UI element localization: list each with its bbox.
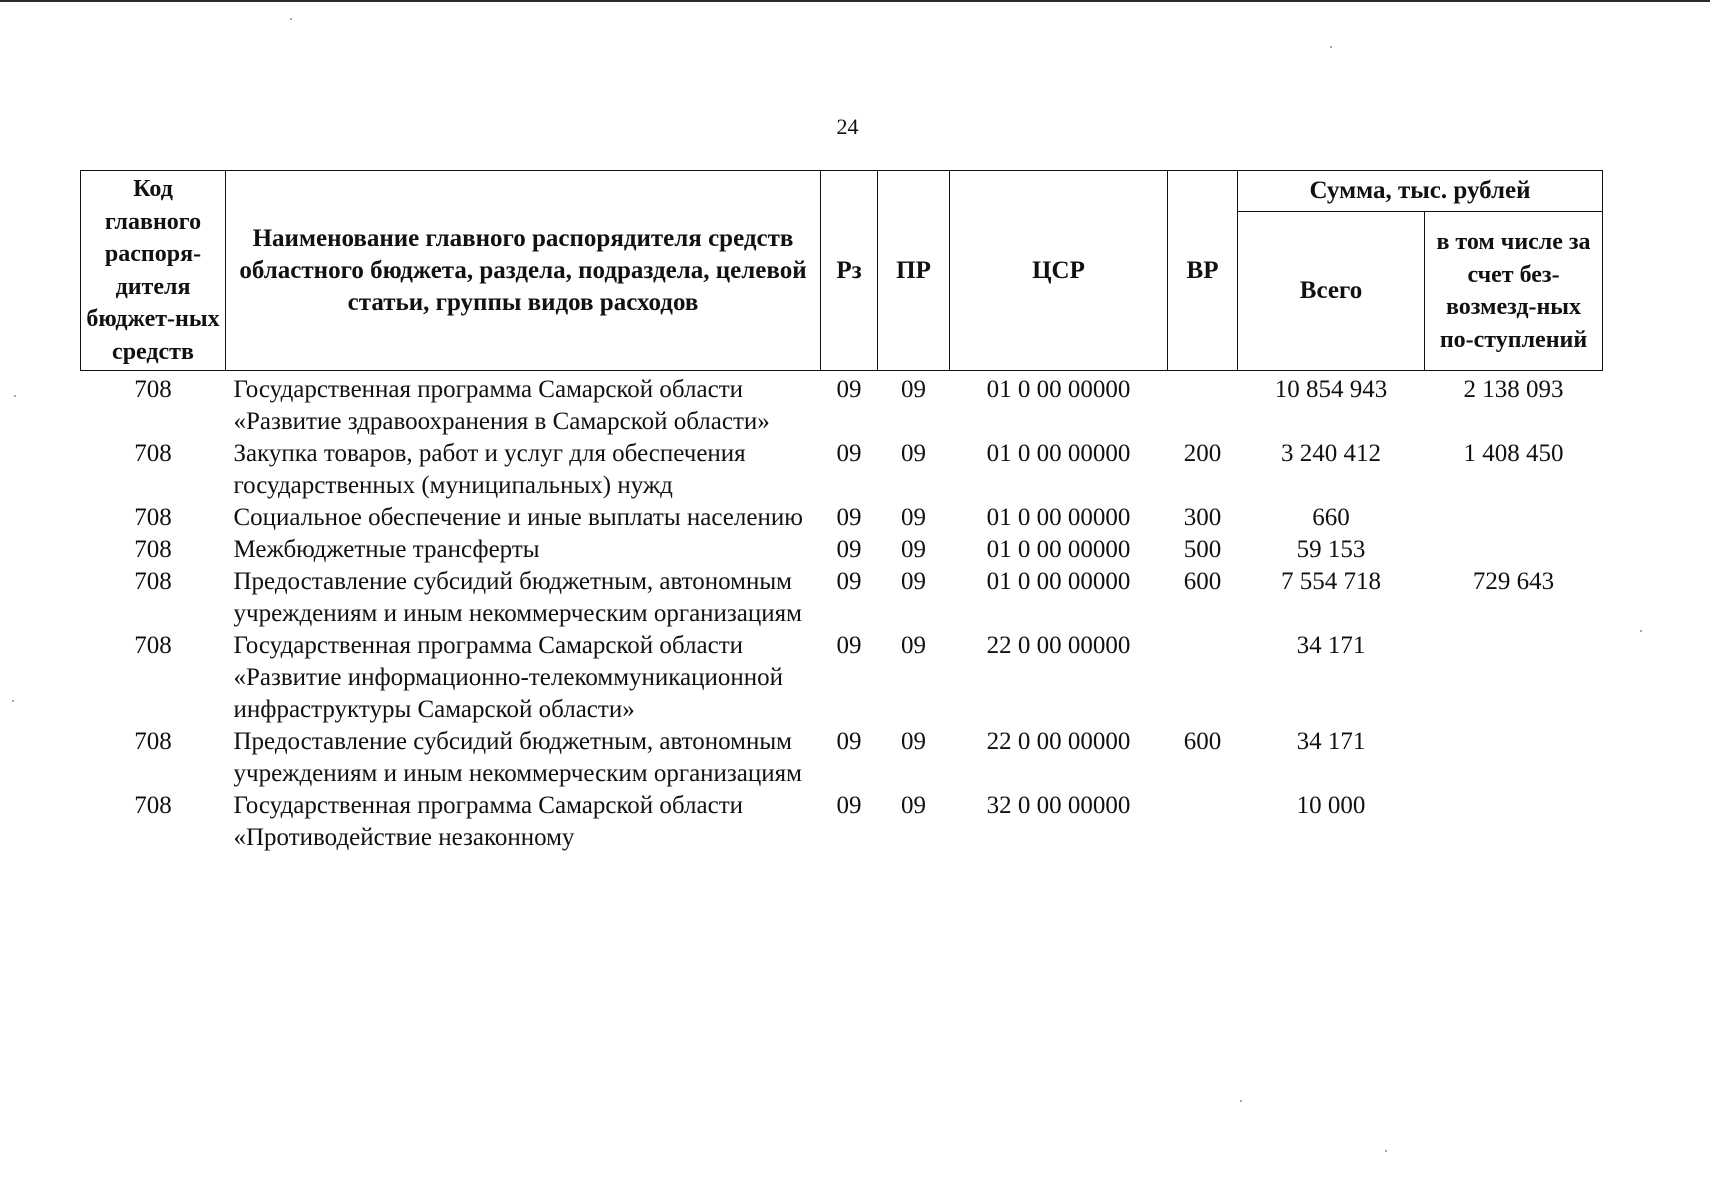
scan-speck bbox=[12, 700, 14, 702]
page-number: 24 bbox=[836, 114, 859, 139]
table-row bbox=[81, 502, 1603, 534]
cell-name: Предоставление субсидий бюджетным, автономным учреждениям и иным некоммерческим организациям bbox=[233, 568, 802, 627]
cell-code: 708 bbox=[134, 568, 172, 595]
cell-rz: 09 bbox=[836, 504, 862, 531]
cell-code: 708 bbox=[134, 632, 172, 659]
cell-rz: 09 bbox=[836, 536, 862, 563]
cell-including bbox=[1425, 630, 1603, 726]
table-row bbox=[81, 630, 1603, 726]
scan-speck bbox=[1640, 630, 1642, 632]
cell-vr bbox=[1168, 790, 1238, 854]
cell-code: 708 bbox=[134, 440, 172, 467]
cell-total: 3 240 412 bbox=[1281, 440, 1381, 467]
header-including: в том числе за счет без-возмезд-ных по-ступлений bbox=[1425, 212, 1603, 371]
scan-speck bbox=[1240, 1100, 1242, 1102]
cell-including: 1 408 450 bbox=[1463, 440, 1564, 467]
cell-code: 708 bbox=[134, 376, 172, 403]
cell-total: 59 153 bbox=[1296, 536, 1366, 563]
cell-name: Межбюджетные трансферты bbox=[233, 536, 540, 563]
cell-total: 10 000 bbox=[1296, 792, 1366, 819]
cell-csr: 01 0 00 00000 bbox=[986, 536, 1131, 563]
cell-name: Закупка товаров, работ и услуг для обеспечения государственных (муниципальных) нужд bbox=[233, 440, 746, 499]
cell-vr: 300 bbox=[1183, 504, 1222, 531]
cell-code: 708 bbox=[134, 504, 172, 531]
cell-pr: 09 bbox=[901, 440, 926, 467]
table-row bbox=[81, 790, 1603, 854]
cell-name: Государственная программа Самарской области «Развитие информационно-телекоммуникационной инфраструктуры Самарской области» bbox=[233, 632, 784, 723]
cell-total: 34 171 bbox=[1296, 728, 1366, 755]
cell-including: 729 643 bbox=[1472, 568, 1555, 595]
cell-rz: 09 bbox=[836, 632, 862, 659]
cell-rz: 09 bbox=[836, 376, 862, 403]
cell-including bbox=[1425, 534, 1603, 566]
cell-pr: 09 bbox=[901, 568, 926, 595]
cell-rz: 09 bbox=[836, 728, 862, 755]
cell-pr: 09 bbox=[901, 728, 926, 755]
header-name: Наименование главного распорядителя средств областного бюджета, раздела, подраздела, целевой статьи, группы видов расходов bbox=[226, 171, 821, 371]
budget-table bbox=[80, 170, 1603, 854]
cell-rz: 09 bbox=[836, 792, 862, 819]
cell-total: 7 554 718 bbox=[1281, 568, 1381, 595]
scan-top-edge bbox=[0, 0, 1710, 2]
cell-vr bbox=[1168, 371, 1238, 439]
cell-pr: 09 bbox=[901, 632, 926, 659]
cell-including: 2 138 093 bbox=[1463, 376, 1564, 403]
scan-speck bbox=[1330, 46, 1332, 48]
scan-speck bbox=[1385, 1150, 1387, 1152]
cell-rz: 09 bbox=[836, 568, 862, 595]
cell-csr: 01 0 00 00000 bbox=[986, 376, 1131, 403]
table-row bbox=[81, 726, 1603, 790]
cell-pr: 09 bbox=[901, 376, 926, 403]
scan-speck bbox=[290, 18, 292, 20]
table-row bbox=[81, 566, 1603, 630]
table-body bbox=[81, 371, 1603, 855]
cell-csr: 01 0 00 00000 bbox=[986, 440, 1131, 467]
header-vr: ВР bbox=[1168, 171, 1238, 371]
cell-name: Государственная программа Самарской области «Противодействие незаконному bbox=[233, 792, 743, 851]
cell-including bbox=[1425, 726, 1603, 790]
cell-pr: 09 bbox=[901, 536, 926, 563]
cell-csr: 22 0 00 00000 bbox=[986, 632, 1131, 659]
table-header bbox=[81, 171, 1603, 371]
cell-total: 34 171 bbox=[1296, 632, 1366, 659]
cell-code: 708 bbox=[134, 728, 172, 755]
cell-rz: 09 bbox=[836, 440, 862, 467]
cell-pr: 09 bbox=[901, 792, 926, 819]
header-code: Код главного распоря-дителя бюджет-ных средств bbox=[81, 171, 226, 371]
cell-vr: 600 bbox=[1183, 568, 1222, 595]
table-row bbox=[81, 438, 1603, 502]
cell-pr: 09 bbox=[901, 504, 926, 531]
cell-vr bbox=[1168, 630, 1238, 726]
cell-total: 660 bbox=[1312, 504, 1350, 531]
cell-csr: 22 0 00 00000 bbox=[986, 728, 1131, 755]
cell-total: 10 854 943 bbox=[1274, 376, 1388, 403]
table-row bbox=[81, 534, 1603, 566]
cell-name: Предоставление субсидий бюджетным, автономным учреждениям и иным некоммерческим организациям bbox=[233, 728, 802, 787]
cell-vr: 600 bbox=[1183, 728, 1222, 755]
header-rz: Рз bbox=[821, 171, 878, 371]
cell-including bbox=[1425, 790, 1603, 854]
header-csr: ЦСР bbox=[950, 171, 1168, 371]
cell-vr: 200 bbox=[1183, 440, 1222, 467]
table-row bbox=[81, 371, 1603, 439]
scan-speck bbox=[14, 395, 16, 397]
cell-csr: 01 0 00 00000 bbox=[986, 504, 1131, 531]
header-sum-group: Сумма, тыс. рублей bbox=[1238, 171, 1603, 212]
cell-name: Социальное обеспечение и иные выплаты населению bbox=[233, 504, 803, 531]
cell-including bbox=[1425, 502, 1603, 534]
cell-vr: 500 bbox=[1183, 536, 1222, 563]
cell-csr: 32 0 00 00000 bbox=[986, 792, 1131, 819]
header-pr: ПР bbox=[878, 171, 950, 371]
cell-code: 708 bbox=[134, 792, 172, 819]
cell-code: 708 bbox=[134, 536, 172, 563]
cell-name: Государственная программа Самарской области «Развитие здравоохранения в Самарской области» bbox=[233, 376, 770, 435]
cell-csr: 01 0 00 00000 bbox=[986, 568, 1131, 595]
header-total: Всего bbox=[1238, 212, 1425, 371]
